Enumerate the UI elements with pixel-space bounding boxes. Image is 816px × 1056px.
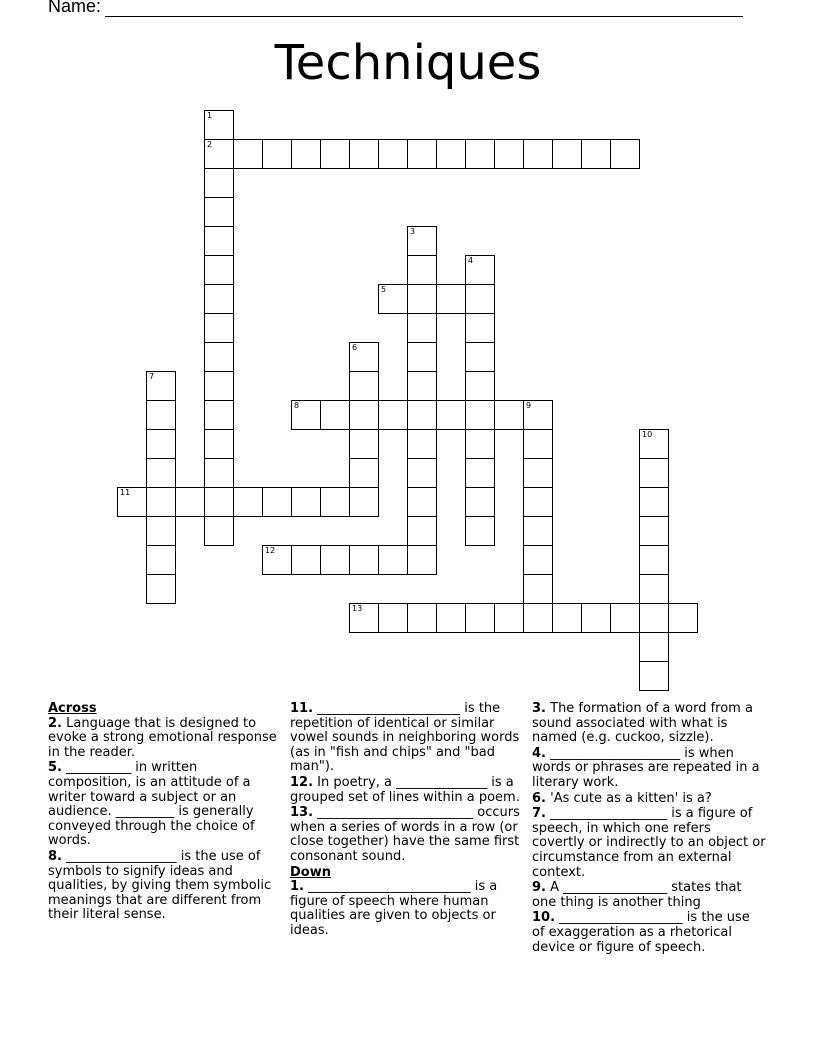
down-clue — [532, 702, 766, 746]
crossword-cell[interactable] — [465, 255, 495, 285]
clue-number: 7 — [149, 372, 155, 381]
crossword-cell[interactable] — [407, 371, 437, 401]
clue-number: 9 — [526, 401, 532, 410]
crossword-cell[interactable] — [378, 545, 408, 575]
crossword-cell[interactable] — [523, 139, 553, 169]
clue-number: 5 — [381, 285, 387, 294]
clue-num: 2. — [48, 715, 62, 731]
crossword-cell[interactable] — [407, 342, 437, 372]
crossword-cell[interactable] — [146, 487, 176, 517]
crossword-cell[interactable] — [639, 429, 669, 459]
crossword-cell[interactable] — [320, 400, 350, 430]
crossword-cell[interactable] — [465, 342, 495, 372]
crossword-cell[interactable] — [465, 516, 495, 546]
crossword-cell[interactable] — [291, 139, 321, 169]
crossword-cell[interactable] — [349, 371, 379, 401]
crossword-cell[interactable] — [494, 139, 524, 169]
crossword-cell[interactable] — [349, 139, 379, 169]
crossword-cell[interactable] — [465, 429, 495, 459]
clue-text: _________________________ is a figure of speech where human qualities are given to objects or ideas. — [290, 879, 498, 938]
crossword-cell[interactable] — [436, 284, 466, 314]
crossword-cell[interactable] — [204, 139, 234, 169]
crossword-cell[interactable] — [639, 458, 669, 488]
crossword-cell[interactable] — [465, 487, 495, 517]
across-clue — [48, 717, 280, 761]
crossword-cell[interactable] — [262, 139, 292, 169]
crossword-cell[interactable] — [639, 661, 669, 691]
crossword-cell[interactable] — [262, 487, 292, 517]
crossword-cell[interactable] — [146, 400, 176, 430]
down-clue — [532, 792, 766, 807]
crossword-cell[interactable] — [204, 255, 234, 285]
down-heading: Down — [290, 864, 331, 880]
crossword-cell[interactable] — [407, 139, 437, 169]
crossword-cell[interactable] — [610, 139, 640, 169]
across-clue — [290, 806, 528, 864]
crossword-cell[interactable] — [465, 400, 495, 430]
clue-number: 11 — [120, 488, 131, 497]
crossword-cell[interactable] — [523, 516, 553, 546]
crossword-cell[interactable] — [639, 487, 669, 517]
crossword-cell[interactable] — [146, 545, 176, 575]
clue-text: Language that is designed to evoke a strong emotional response in the reader. — [48, 715, 277, 760]
clue-text: A ________________ states that one thing is another thing — [532, 880, 742, 910]
crossword-cell[interactable] — [407, 458, 437, 488]
crossword-cell[interactable] — [523, 458, 553, 488]
crossword-cell[interactable] — [233, 487, 263, 517]
crossword-cell[interactable] — [436, 603, 466, 633]
clue-number: 4 — [468, 256, 474, 265]
crossword-cell[interactable] — [639, 545, 669, 575]
across-clue — [290, 776, 528, 805]
clue-text: __________________ is a figure of speech, in which one refers covertly or indirectly to an object or circumstance from an external context. — [532, 806, 766, 880]
crossword-cell[interactable] — [465, 458, 495, 488]
down-clue — [532, 911, 766, 955]
crossword-cell[interactable] — [407, 603, 437, 633]
crossword-cell[interactable] — [523, 487, 553, 517]
crossword-cell[interactable] — [436, 400, 466, 430]
crossword-cell[interactable] — [494, 400, 524, 430]
across-clue — [48, 761, 280, 849]
crossword-cell[interactable] — [523, 574, 553, 604]
crossword-cell[interactable] — [146, 574, 176, 604]
clue-number: 6 — [352, 343, 358, 352]
crossword-cell[interactable] — [204, 371, 234, 401]
crossword-cell[interactable] — [610, 603, 640, 633]
clues-column-2 — [290, 702, 528, 940]
crossword-cell[interactable] — [204, 226, 234, 256]
crossword-cell[interactable] — [117, 487, 147, 517]
clue-number: 1 — [207, 111, 213, 120]
clue-text: The formation of a word from a sound associated with what is named (e.g. cuckoo, sizzle). — [532, 701, 753, 746]
page-title: Techniques — [274, 35, 542, 91]
name-label: Name: — [48, 0, 102, 16]
crossword-cell[interactable] — [523, 400, 553, 430]
crossword-cell[interactable] — [378, 139, 408, 169]
clue-text: In poetry, a ______________ is a grouped set of lines within a poem. — [290, 774, 520, 805]
crossword-cell[interactable] — [146, 516, 176, 546]
crossword-cell[interactable] — [349, 545, 379, 575]
crossword-cell[interactable] — [204, 313, 234, 343]
crossword-cell[interactable] — [204, 458, 234, 488]
clue-text: __________ in written composition, is an attitude of a writer toward a subject or an audience. _________ is generally conveyed through the choice of words. — [48, 760, 255, 849]
clue-number: 8 — [294, 401, 300, 410]
down-clue-list — [290, 880, 528, 938]
crossword-cell[interactable] — [204, 110, 234, 140]
across-clue-list — [48, 717, 280, 923]
down-clue — [532, 747, 766, 791]
clue-num: 5. — [48, 760, 62, 776]
crossword-cell[interactable] — [494, 603, 524, 633]
crossword-cell[interactable] — [349, 458, 379, 488]
crossword-cell[interactable] — [552, 139, 582, 169]
clue-num: 6. — [532, 790, 546, 806]
crossword-cell[interactable] — [523, 603, 553, 633]
clue-num: 7. — [532, 806, 546, 822]
crossword-cell[interactable] — [407, 487, 437, 517]
crossword-cell[interactable] — [204, 197, 234, 227]
crossword-cell[interactable] — [378, 603, 408, 633]
crossword-cell[interactable] — [291, 545, 321, 575]
crossword-cell[interactable] — [378, 284, 408, 314]
clue-number: 12 — [265, 546, 276, 555]
crossword-cell[interactable] — [581, 139, 611, 169]
crossword-cell[interactable] — [668, 603, 698, 633]
clue-num: 10. — [532, 910, 556, 926]
clues-column-1 — [48, 702, 280, 924]
crossword-cell[interactable] — [465, 313, 495, 343]
crossword-cell[interactable] — [291, 487, 321, 517]
crossword-cell[interactable] — [349, 429, 379, 459]
across-clue — [48, 850, 280, 923]
crossword-cell[interactable] — [465, 371, 495, 401]
crossword-cell[interactable] — [146, 458, 176, 488]
crossword-cell[interactable] — [204, 516, 234, 546]
crossword-cell[interactable] — [233, 139, 263, 169]
clue-number: 10 — [642, 430, 653, 439]
crossword-cell[interactable] — [320, 545, 350, 575]
down-clue — [532, 881, 766, 910]
down-clue — [290, 880, 528, 938]
crossword-cell[interactable] — [407, 255, 437, 285]
crossword-cell[interactable] — [378, 400, 408, 430]
down-clue — [532, 807, 766, 880]
crossword-cell[interactable] — [349, 603, 379, 633]
crossword-cell[interactable] — [407, 400, 437, 430]
down-clue-list-cont — [532, 702, 766, 955]
crossword-cell[interactable] — [349, 400, 379, 430]
crossword-cell[interactable] — [639, 516, 669, 546]
crossword-cell[interactable] — [581, 603, 611, 633]
clue-text: _________________ is the use of symbols to signify ideas and qualities, by giving them symbolic meanings that are different from their literal sense. — [48, 848, 272, 923]
crossword-cell[interactable] — [552, 603, 582, 633]
crossword-cell[interactable] — [204, 487, 234, 517]
clue-num: 4. — [532, 745, 546, 761]
crossword-cell[interactable] — [523, 429, 553, 459]
crossword-cell[interactable] — [204, 284, 234, 314]
crossword-cell[interactable] — [204, 400, 234, 430]
crossword-cell[interactable] — [349, 342, 379, 372]
clue-num: 13. — [290, 805, 314, 821]
crossword-cell[interactable] — [407, 313, 437, 343]
clues-column-3 — [532, 702, 766, 956]
crossword-cell[interactable] — [465, 139, 495, 169]
clue-num: 11. — [290, 701, 314, 716]
clue-num: 12. — [290, 774, 314, 790]
crossword-cell[interactable] — [349, 487, 379, 517]
crossword-cell[interactable] — [146, 429, 176, 459]
crossword-cell[interactable] — [204, 429, 234, 459]
crossword-cell[interactable] — [639, 632, 669, 662]
crossword-cell[interactable] — [204, 168, 234, 198]
crossword-cell[interactable] — [436, 139, 466, 169]
crossword-cell[interactable] — [407, 284, 437, 314]
clue-num: 1. — [290, 879, 304, 895]
across-clue — [290, 702, 528, 775]
crossword-cell[interactable] — [407, 545, 437, 575]
crossword-cell[interactable] — [639, 574, 669, 604]
clue-text: 'As cute as a kitten' is a? — [550, 790, 712, 806]
crossword-cell[interactable] — [465, 603, 495, 633]
across-clue-list-cont — [290, 702, 528, 865]
crossword-cell[interactable] — [523, 545, 553, 575]
crossword-cell[interactable] — [146, 371, 176, 401]
crossword-cell[interactable] — [175, 487, 205, 517]
crossword-cell[interactable] — [407, 226, 437, 256]
clue-num: 9. — [532, 880, 546, 896]
crossword-cell[interactable] — [639, 603, 669, 633]
crossword-cell[interactable] — [320, 487, 350, 517]
across-heading: Across — [48, 701, 97, 716]
crossword-cell[interactable] — [465, 284, 495, 314]
clue-text: ______________________ is the repetition of identical or similar vowel sounds in neighboring words (as in "fish and chips" and "bad man"). — [290, 701, 520, 775]
clue-number: 3 — [410, 227, 416, 236]
crossword-cell[interactable] — [262, 545, 292, 575]
crossword-cell[interactable] — [407, 429, 437, 459]
crossword-cell[interactable] — [204, 342, 234, 372]
clue-text: ____________________ is when words or phrases are repeated in a literary work. — [532, 745, 760, 790]
clue-number: 2 — [207, 140, 213, 149]
crossword-cell[interactable] — [320, 139, 350, 169]
crossword-cell[interactable] — [291, 400, 321, 430]
clue-num: 3. — [532, 701, 546, 716]
clue-text: ___________________ is the use of exaggeration as a rhetorical device or figure of speech. — [532, 910, 750, 955]
crossword-cell[interactable] — [407, 516, 437, 546]
clue-text: ________________________ occurs when a series of words in a row (or close together) have the same first consonant sound. — [290, 805, 520, 864]
clue-number: 13 — [352, 604, 363, 613]
clue-num: 8. — [48, 848, 62, 864]
